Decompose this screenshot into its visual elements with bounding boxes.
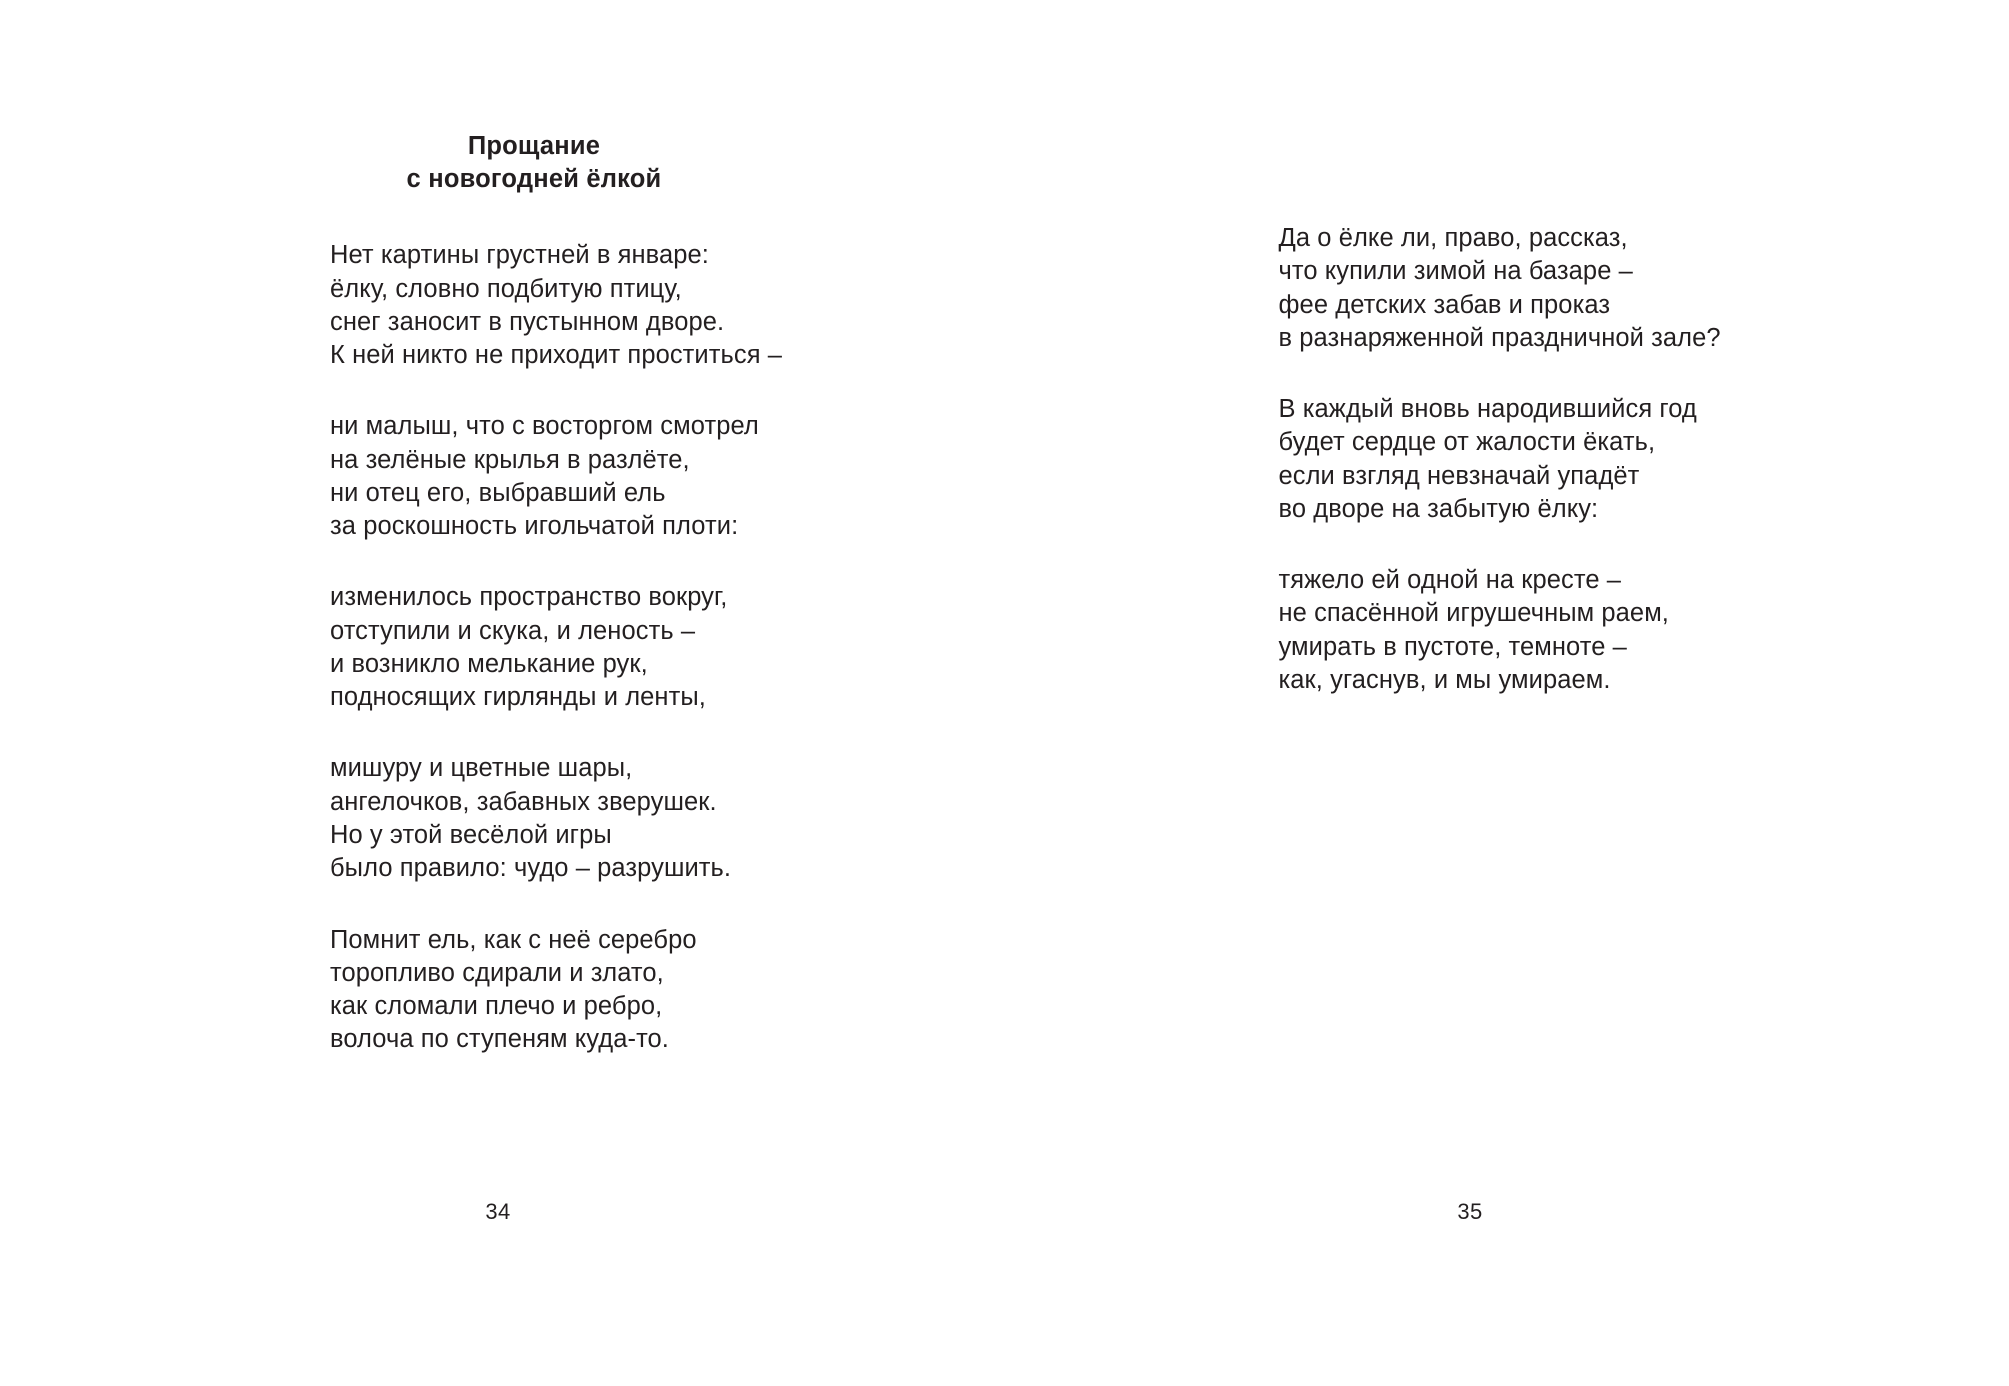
verse-line: в разнаряженной праздничной зале?	[1278, 323, 1721, 352]
verse-line: Нет картины грустней в январе:	[330, 241, 709, 270]
stanza	[330, 239, 950, 372]
verse-line: во дворе на забытую ёлку:	[1278, 494, 1599, 523]
verse-line: ни малыш, что с восторгом смотрел	[330, 412, 759, 441]
verse-line: снег заносит в пустынном дворе.	[330, 307, 725, 336]
verse-line: ни отец его, выбравший ель	[330, 478, 666, 507]
stanza	[1279, 222, 1899, 355]
verse-line: волоча по ступеням куда-то.	[330, 1025, 669, 1054]
verse-line: будет сердце от жалости ёкать,	[1278, 428, 1656, 457]
verse-line: за роскошность игольчатой плоти:	[330, 512, 739, 541]
verse-line: что купили зимой на базаре –	[1278, 257, 1633, 286]
verse-line: фее детских забав и проказ	[1278, 290, 1611, 319]
verse-line: К ней никто не приходит проститься –	[330, 341, 783, 370]
page-recto	[1005, 0, 2009, 1386]
verse-line: Помнит ель, как с неё серебро	[330, 925, 697, 954]
page-title	[330, 130, 720, 195]
stanza	[330, 581, 950, 714]
verse-line: ёлку, словно подбитую птицу,	[330, 274, 682, 303]
poem-title-line-1: Прощание	[467, 132, 601, 160]
verse-line: мишуру и цветные шары,	[330, 754, 633, 783]
verse-line: как сломали плечо и ребро,	[330, 992, 663, 1021]
verse-line: торопливо сдирали и злато,	[330, 958, 664, 987]
poem-body-right	[1279, 222, 1899, 697]
verse-line: не спасённой игрушечным раем,	[1278, 599, 1669, 628]
poem-title-line-2: с новогодней ёлкой	[406, 164, 662, 193]
stanza	[1279, 393, 1899, 526]
verse-line: тяжело ей одной на кресте –	[1278, 566, 1622, 595]
stanza	[330, 752, 950, 885]
stanza	[330, 924, 950, 1057]
verse-line: изменилось пространство вокруг,	[330, 583, 728, 612]
verse-line: на зелёные крылья в разлёте,	[330, 445, 690, 474]
verse-line: и возникло мелькание рук,	[330, 649, 648, 678]
stanza	[330, 410, 950, 543]
verse-line: подносящих гирлянды и ленты,	[330, 683, 706, 712]
stanza	[1279, 564, 1899, 697]
verse-line: ангелочков, забавных зверушек.	[330, 787, 717, 816]
verse-line: было правило: чудо – разрушить.	[330, 854, 732, 883]
page-number-verso: 34	[485, 1199, 511, 1224]
page-number-recto: 35	[1457, 1199, 1483, 1224]
verse-line: Да о ёлке ли, право, рассказ,	[1278, 224, 1628, 252]
verse-line: если взгляд невзначай упадёт	[1278, 461, 1640, 490]
verse-line: отступили и скука, и леность –	[330, 616, 696, 645]
verse-line: умирать в пустоте, темноте –	[1278, 632, 1627, 661]
verse-line: как, угаснув, и мы умираем.	[1278, 665, 1611, 694]
verse-line: В каждый вновь народившийся год	[1278, 395, 1697, 424]
verse-line: Но у этой весёлой игры	[330, 820, 612, 849]
poem-body-left	[330, 130, 950, 1057]
